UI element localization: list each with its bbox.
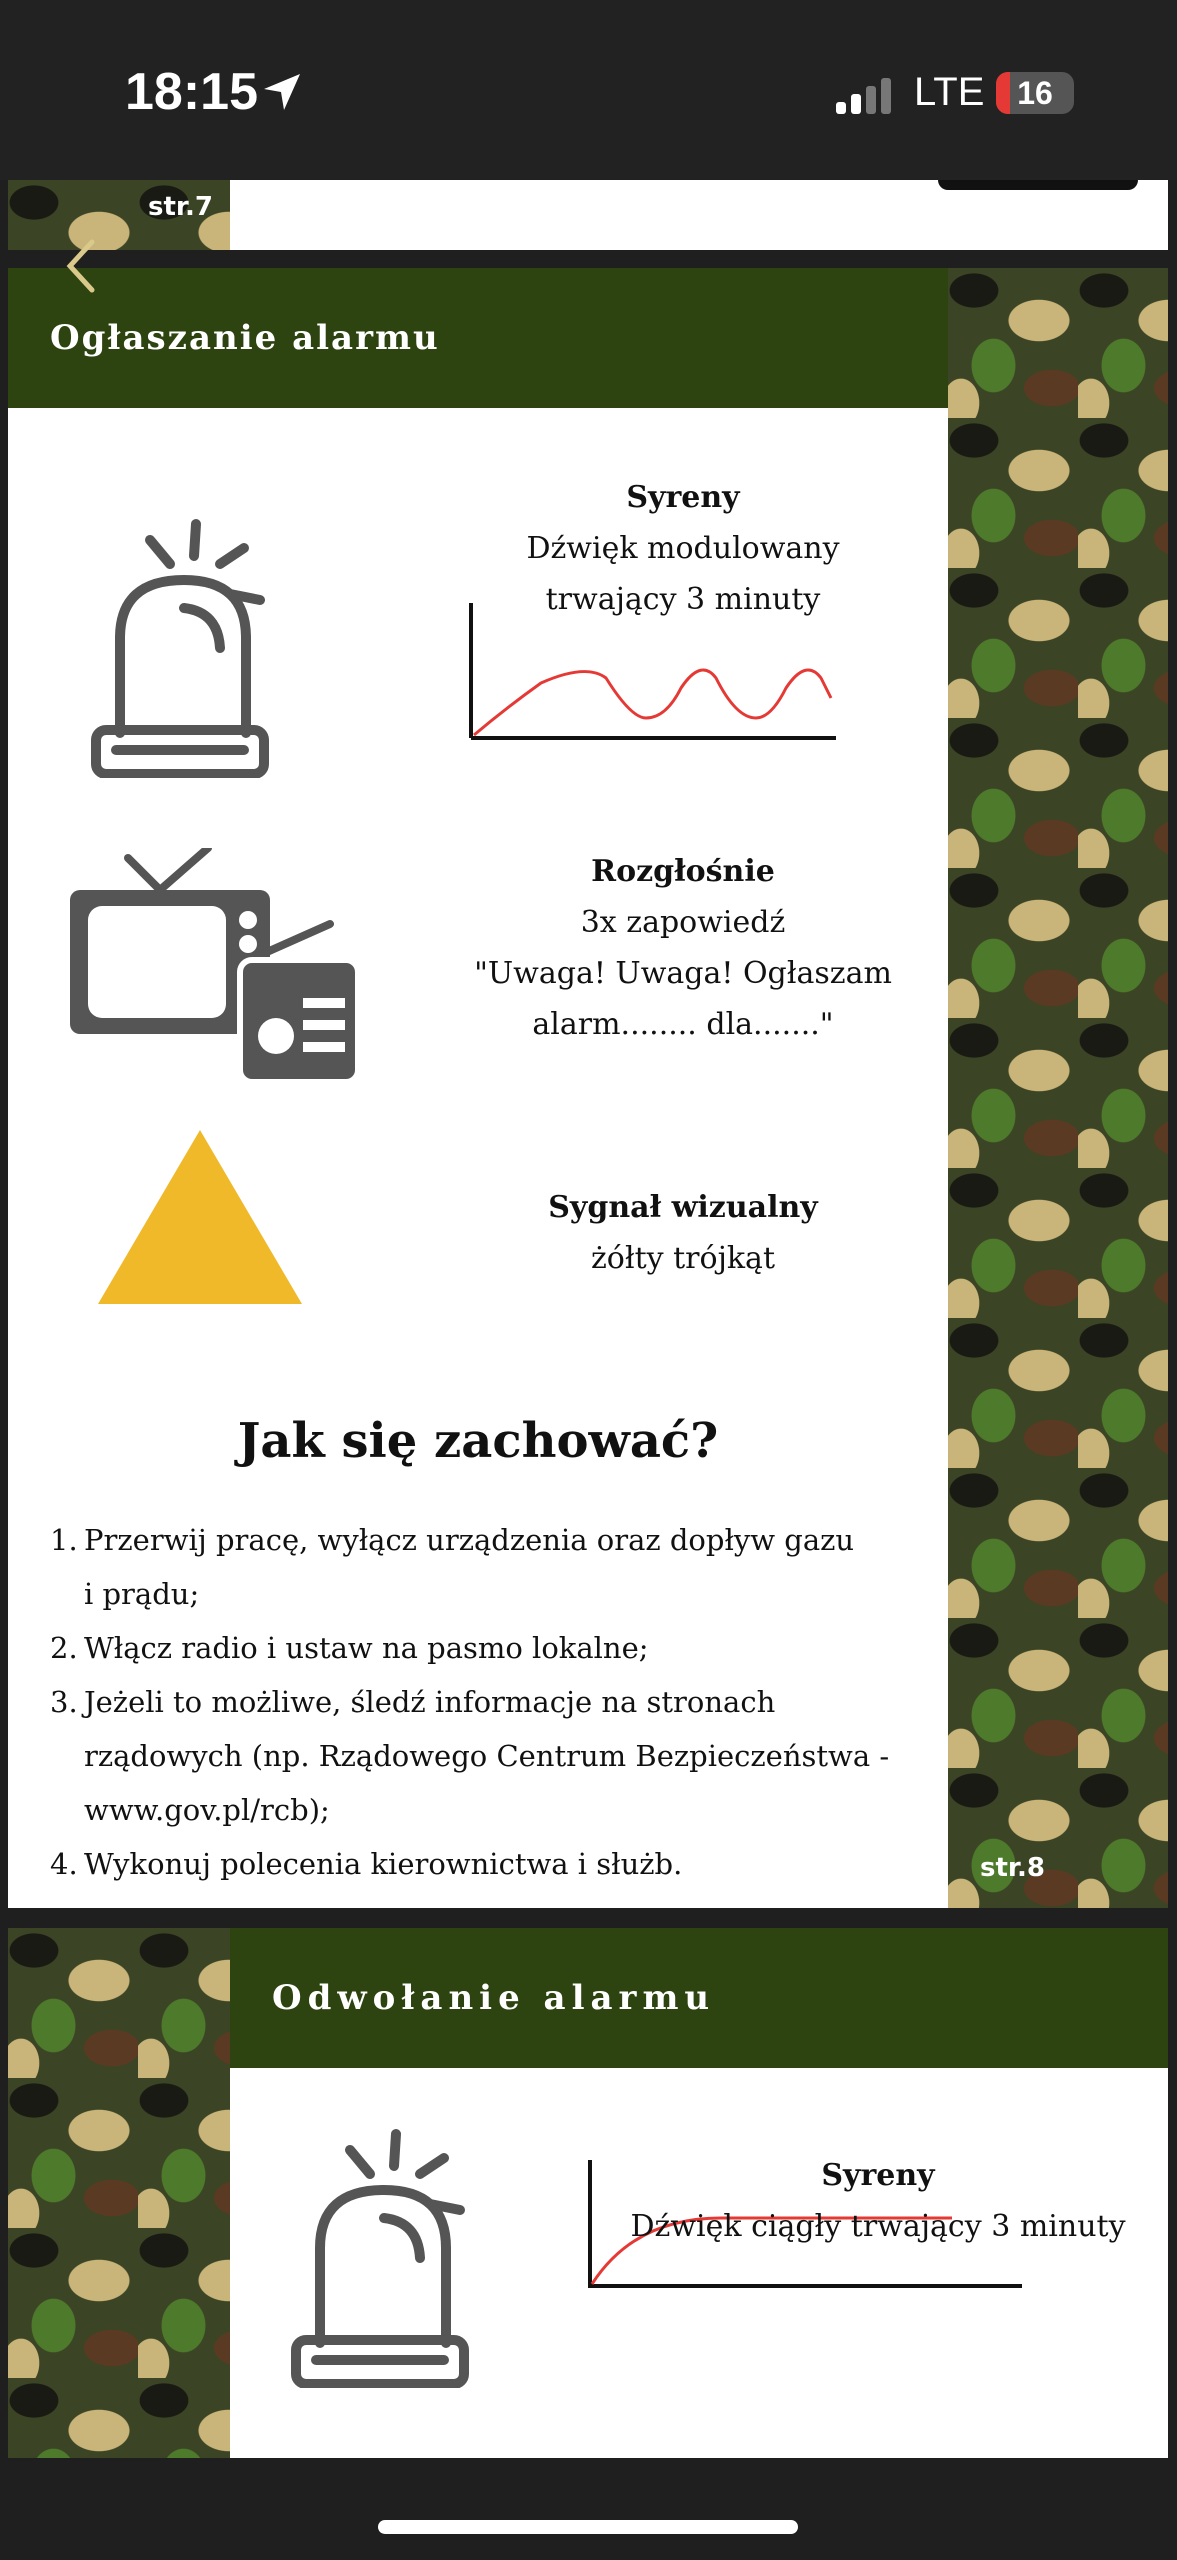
- visual-signal-title: Sygnał wizualny: [548, 1190, 818, 1225]
- list-line: Wykonuj polecenia kierownictwa i służb.: [84, 1847, 683, 1881]
- wave-line: [474, 670, 831, 735]
- list-line: Jeżeli to możliwe, śledź informacje na stronach: [84, 1685, 776, 1719]
- broadcast-line: alarm........ dla.......": [532, 1007, 834, 1042]
- page-number: str.8: [980, 1853, 1045, 1883]
- sirens-line: trwający 3 minuty: [545, 582, 821, 617]
- location-arrow-icon: [262, 72, 302, 112]
- page-8-card: [8, 268, 1168, 1908]
- visual-signal-line: żółty trójkąt: [590, 1241, 775, 1276]
- sirens-info: [438, 472, 928, 625]
- siren-icon: [278, 2128, 488, 2388]
- sirens-info: [598, 2150, 1158, 2252]
- broadcast-title: Rozgłośnie: [591, 854, 775, 889]
- home-indicator[interactable]: [378, 2520, 798, 2534]
- network-type: LTE: [914, 70, 985, 114]
- list-item: [50, 1837, 930, 1891]
- battery-level: 16: [1017, 75, 1053, 111]
- list-line: Włącz radio i ustaw na pasmo lokalne;: [84, 1631, 649, 1665]
- signal-strength-icon: [836, 76, 896, 116]
- decorative-bar: [938, 180, 1138, 190]
- list-line: rządowych (np. Rządowego Centrum Bezpieczeństwa -: [84, 1739, 890, 1773]
- tv-radio-icon: [68, 848, 368, 1088]
- visual-signal-info: [438, 1182, 928, 1284]
- list-number: 4.: [50, 1847, 78, 1881]
- list-number: 3.: [50, 1685, 78, 1719]
- list-item: [50, 1675, 930, 1837]
- section-title: Odwołanie alarmu: [272, 1978, 716, 2018]
- section-header: [8, 268, 948, 408]
- clock: 18:15: [125, 63, 258, 121]
- list-line: i prądu;: [84, 1577, 200, 1611]
- sirens-title: Syreny: [626, 480, 740, 515]
- siren-icon: [78, 518, 288, 778]
- page-7-strip: [8, 180, 1168, 250]
- page-number: str.7: [148, 192, 213, 222]
- battery-icon: [996, 72, 1074, 114]
- list-line: Przerwij pracę, wyłącz urządzenia oraz dopływ gazu: [84, 1523, 855, 1557]
- instructions-list: [50, 1513, 930, 1891]
- warning-triangle-icon: [96, 1128, 306, 1308]
- chevron-left-icon[interactable]: [60, 238, 100, 298]
- page-9-card: [8, 1928, 1168, 2458]
- broadcast-line: 3x zapowiedź: [580, 905, 786, 940]
- section-header: [230, 1928, 1168, 2068]
- list-line: www.gov.pl/rcb);: [84, 1793, 330, 1827]
- sirens-line: Dźwięk ciągły trwający 3 minuty: [630, 2209, 1126, 2244]
- sirens-line: Dźwięk modulowany: [526, 531, 840, 566]
- status-bar: [0, 0, 1177, 180]
- sirens-title: Syreny: [821, 2158, 935, 2193]
- list-number: 2.: [50, 1631, 78, 1665]
- camo-pattern: [948, 268, 1168, 1908]
- section-title: Ogłaszanie alarmu: [50, 318, 440, 358]
- list-item: [50, 1513, 930, 1621]
- how-to-behave-heading: Jak się zachować?: [237, 1413, 719, 1469]
- list-number: 1.: [50, 1523, 78, 1557]
- broadcast-info: [438, 846, 928, 1050]
- camo-pattern: [8, 1928, 230, 2458]
- list-item: [50, 1621, 930, 1675]
- broadcast-line: "Uwaga! Uwaga! Ogłaszam: [474, 956, 892, 991]
